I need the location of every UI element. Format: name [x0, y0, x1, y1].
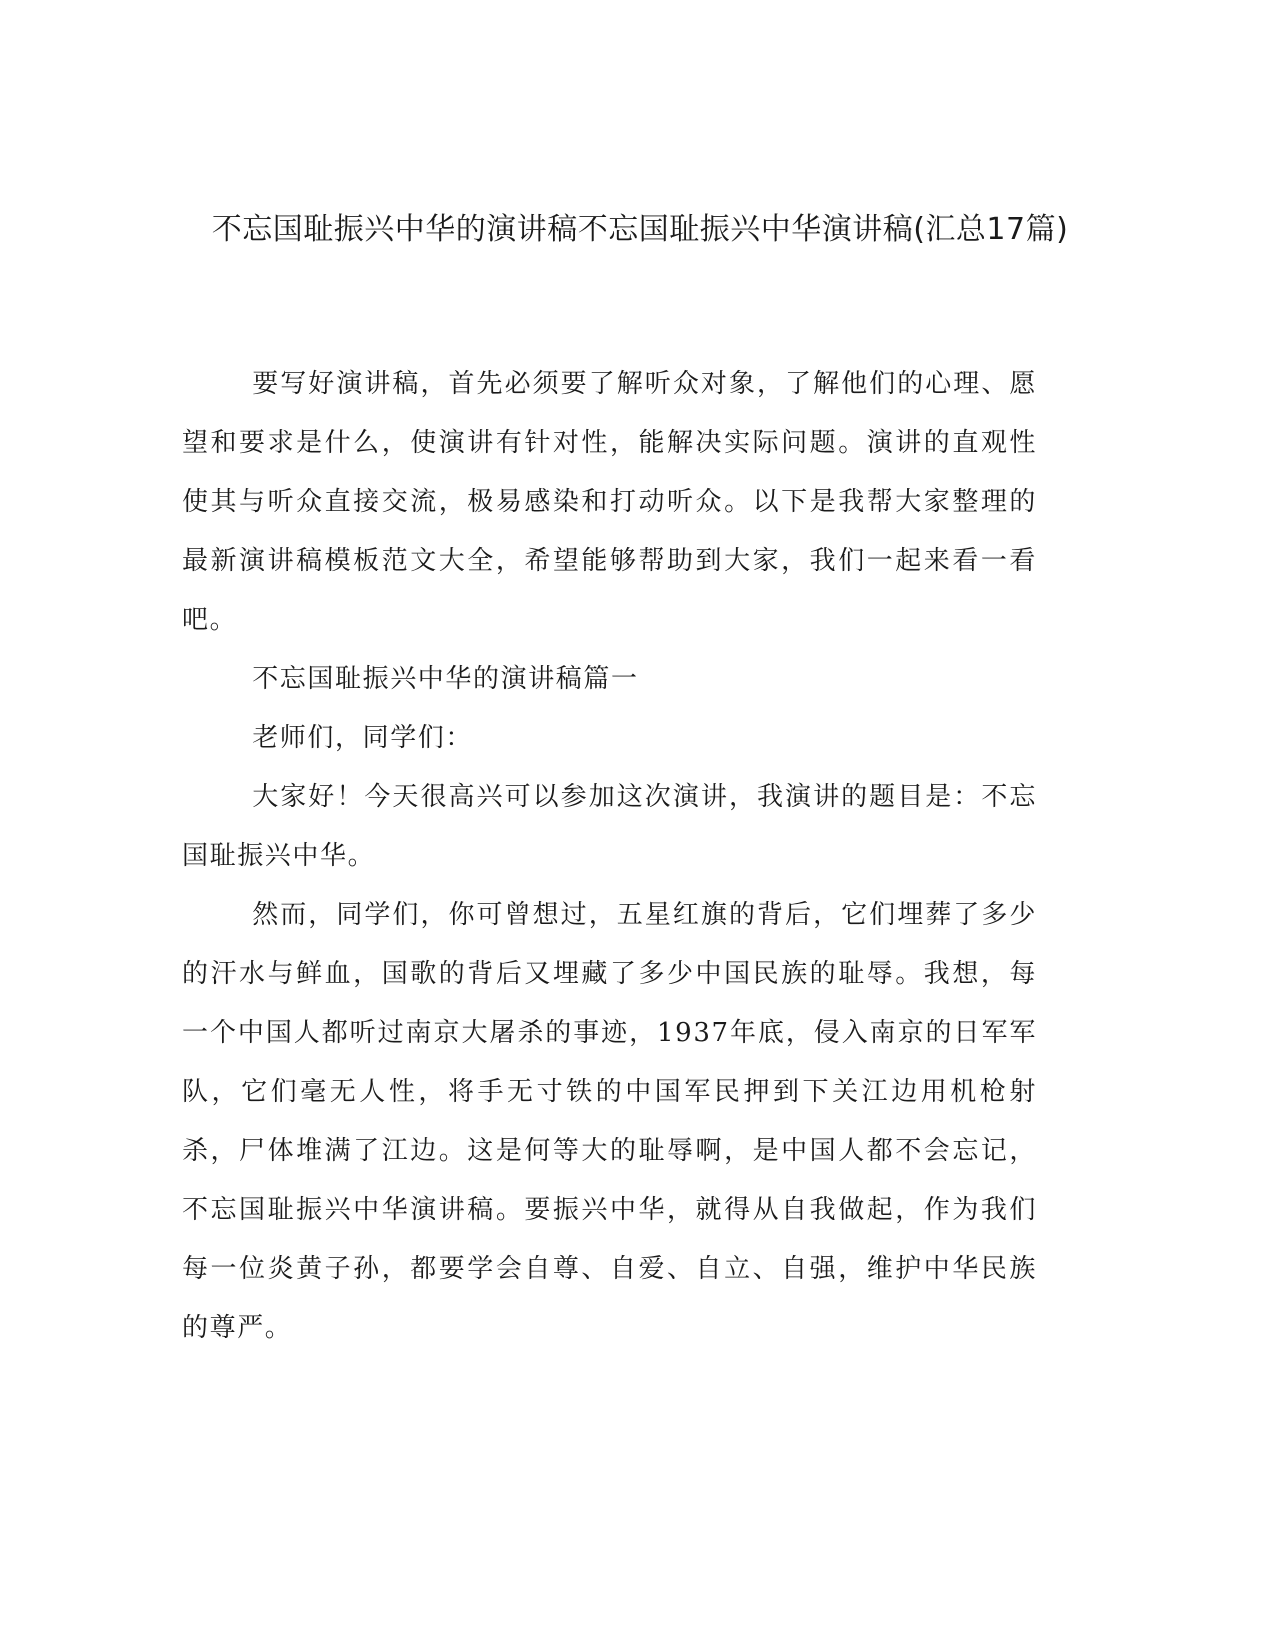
salutation: 老师们，同学们： [252, 723, 473, 753]
document-body [182, 355, 1037, 1358]
body-paragraph: 然而，同学们，你可曾想过，五星红旗的背后，它们埋葬了多少的汗水与鲜血，国歌的背后又埋藏了多少中国民族的耻辱。我想，每一个中国人都听过南京大屠杀的事迹，1937年底，侵入南京的日军军队，它们毫无人性，将手无寸铁的中国军民押到下关江边用机枪射杀，尸体堆满了江边。这是何等大的耻辱啊，是中国人都不会忘记，不忘国耻振兴中华演讲稿。要振兴中华，就得从自我做起，作为我们每一位炎黄子孙，都要学会自尊、自爱、自立、自强，维护中华民族的尊严。 [182, 900, 1037, 1343]
document-title: 不忘国耻振兴中华的演讲稿不忘国耻振兴中华演讲稿(汇总17篇) [211, 212, 1069, 247]
intro-paragraph: 要写好演讲稿，首先必须要了解听众对象，了解他们的心理、愿望和要求是什么，使演讲有针对性，能解决实际问题。演讲的直观性使其与听众直接交流，极易感染和打动听众。以下是我帮大家整理的最新演讲稿模板范文大全，希望能够帮助到大家，我们一起来看一看吧。 [182, 369, 1037, 635]
greeting-paragraph: 大家好！今天很高兴可以参加这次演讲，我演讲的题目是：不忘国耻振兴中华。 [182, 782, 1037, 871]
section-heading: 不忘国耻振兴中华的演讲稿篇一 [252, 664, 639, 694]
